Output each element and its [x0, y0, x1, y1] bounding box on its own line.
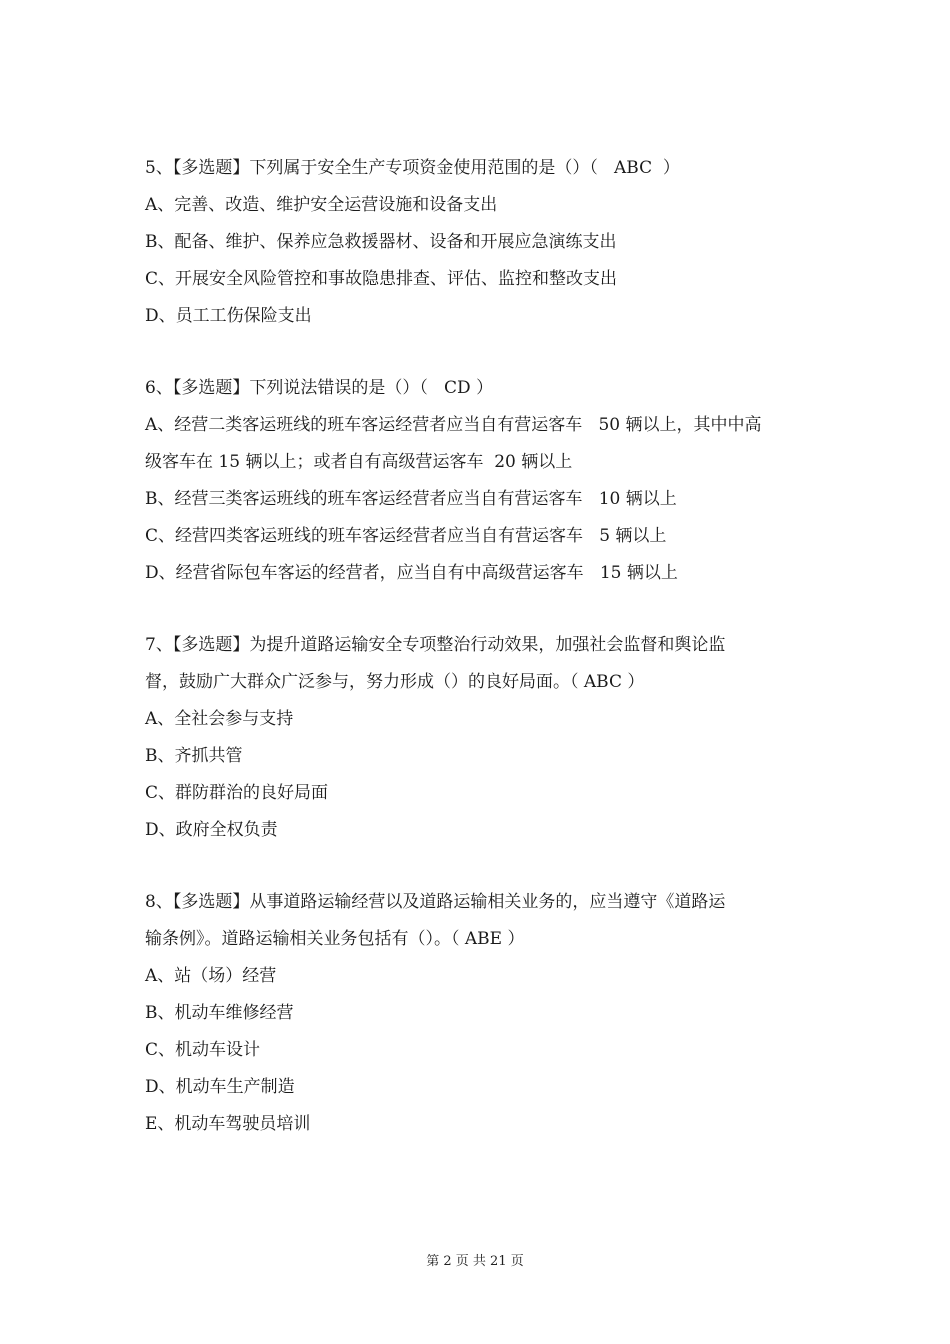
question-5 — [145, 150, 810, 335]
option-d: D、机动车生产制造 — [145, 1077, 295, 1097]
option-b: B、齐抓共管 — [145, 746, 243, 766]
document-body — [145, 150, 810, 1178]
question-6 — [145, 370, 810, 592]
option-a: A、站（场）经营 — [145, 966, 277, 986]
question-7 — [145, 627, 810, 849]
question-8 — [145, 884, 810, 1143]
option-b: B、经营三类客运班线的班车客运经营者应当自有营运客车 10 辆以上 — [145, 489, 677, 509]
question-stem: 5、【多选题】下列属于安全生产专项资金使用范围的是（）（ ABC ） — [145, 158, 680, 178]
option-c: C、群防群治的良好局面 — [145, 783, 329, 803]
page-number-footer: 第 2 页 共 21 页 — [426, 1254, 524, 1269]
option-d: D、政府全权负责 — [145, 820, 278, 840]
option-e: E、机动车驾驶员培训 — [145, 1114, 311, 1134]
option-d: D、员工工伤保险支出 — [145, 306, 312, 326]
option-c: C、开展安全风险管控和事故隐患排查、评估、监控和整改支出 — [145, 269, 618, 289]
question-stem: 6、【多选题】下列说法错误的是（）（ CD ） — [145, 378, 494, 398]
option-a-continued: 级客车在 15 辆以上；或者自有高级营运客车 20 辆以上 — [145, 452, 573, 472]
question-stem-continued: 督，鼓励广大群众广泛参与，努力形成（）的良好局面。（ ABC ） — [145, 672, 645, 692]
option-c: C、经营四类客运班线的班车客运经营者应当自有营运客车 5 辆以上 — [145, 526, 667, 546]
option-d: D、经营省际包车客运的经营者，应当自有中高级营运客车 15 辆以上 — [145, 563, 678, 583]
question-stem-continued: 输条例》。道路运输相关业务包括有（）。（ ABE ） — [145, 929, 525, 949]
question-stem: 8、【多选题】从事道路运输经营以及道路运输相关业务的，应当遵守《道路运 — [145, 892, 726, 912]
option-c: C、机动车设计 — [145, 1040, 261, 1060]
option-a: A、完善、改造、维护安全运营设施和设备支出 — [145, 195, 498, 215]
option-a: A、经营二类客运班线的班车客运经营者应当自有营运客车 50 辆以上，其中中高 — [145, 415, 762, 435]
option-b: B、机动车维修经营 — [145, 1003, 294, 1023]
question-stem: 7、【多选题】为提升道路运输安全专项整治行动效果，加强社会监督和舆论监 — [145, 635, 726, 655]
option-a: A、全社会参与支持 — [145, 709, 294, 729]
option-b: B、配备、维护、保养应急救援器材、设备和开展应急演练支出 — [145, 232, 617, 252]
